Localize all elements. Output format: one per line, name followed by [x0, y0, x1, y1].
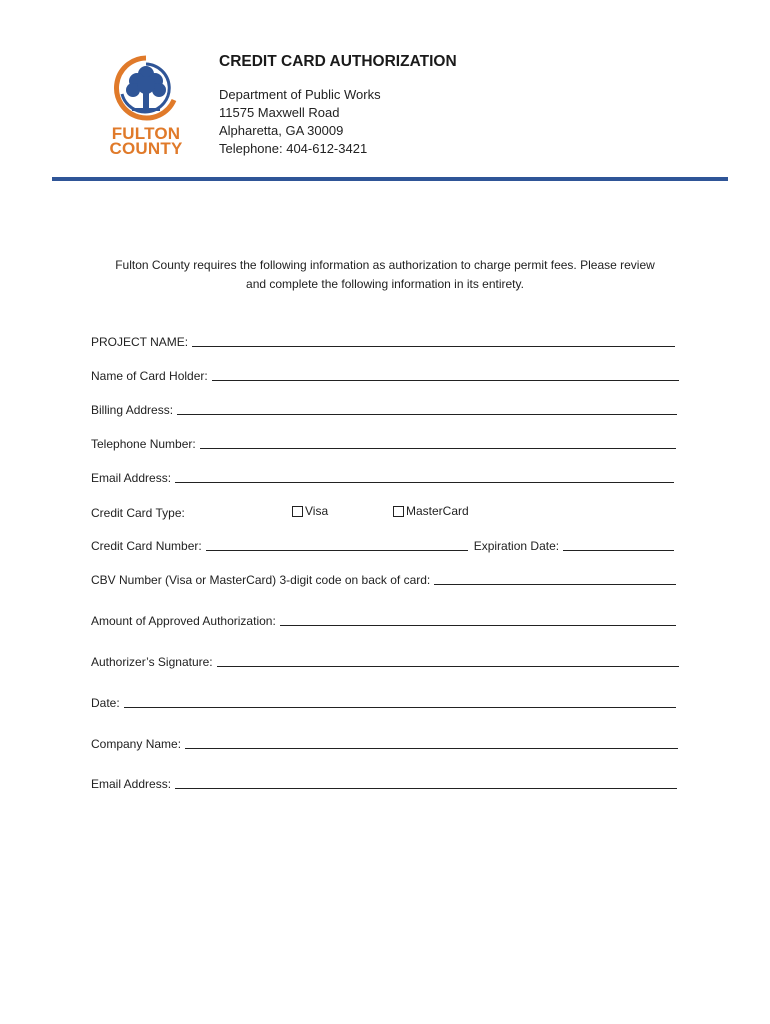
letterhead [219, 52, 457, 158]
email-label: Email Address: [91, 471, 172, 485]
date-label: Date: [91, 696, 120, 710]
logo-text-county: COUNTY [109, 139, 183, 158]
company-label: Company Name: [91, 737, 182, 751]
amount-field[interactable] [280, 613, 676, 626]
telephone-row [91, 436, 676, 451]
cbv-row [91, 572, 676, 587]
card-number-label: Credit Card Number: [91, 539, 202, 553]
instructions [60, 256, 710, 294]
email-label-2: Email Address: [91, 777, 172, 791]
mastercard-option[interactable] [393, 504, 469, 518]
page-title: CREDIT CARD AUTHORIZATION [219, 53, 457, 70]
visa-option[interactable] [292, 504, 328, 518]
project-name-row [91, 334, 675, 349]
email-row [91, 470, 674, 485]
mastercard-checkbox[interactable] [393, 506, 404, 517]
date-field[interactable] [124, 695, 676, 708]
card-number-row [91, 538, 674, 553]
billing-address-label: Billing Address: [91, 403, 174, 417]
header-divider [52, 177, 728, 181]
amount-row [91, 613, 676, 628]
card-type-label: Credit Card Type: [91, 506, 185, 520]
signature-field[interactable] [217, 654, 679, 667]
date-row [91, 695, 676, 710]
signature-row [91, 654, 679, 669]
email-field[interactable] [175, 470, 674, 483]
instructions-line-1: Fulton County requires the following information as authorization to charge permit fees. Please review [115, 258, 655, 272]
visa-label: Visa [305, 504, 329, 518]
card-number-field[interactable] [206, 538, 468, 551]
city-state-zip: Alpharetta, GA 30009 [219, 123, 344, 138]
tree-emblem-icon [108, 54, 184, 122]
instructions-line-2: and complete the following information in its entirety. [246, 277, 524, 291]
amount-label: Amount of Approved Authorization: [91, 614, 276, 628]
visa-checkbox[interactable] [292, 506, 303, 517]
project-name-label: PROJECT NAME: [91, 335, 189, 349]
address-block [219, 86, 457, 158]
company-row [91, 736, 678, 751]
telephone-field[interactable] [200, 436, 676, 449]
card-holder-label: Name of Card Holder: [91, 369, 208, 383]
fulton-county-logo [106, 54, 186, 162]
mastercard-label: MasterCard [406, 504, 469, 518]
expiration-field[interactable] [563, 538, 674, 551]
billing-address-row [91, 402, 677, 417]
email-row-2 [91, 776, 677, 791]
billing-address-field[interactable] [177, 402, 677, 415]
department-name: Department of Public Works [219, 87, 381, 102]
street-address: 11575 Maxwell Road [219, 105, 340, 120]
telephone: Telephone: 404-612-3421 [219, 141, 368, 156]
company-field[interactable] [185, 736, 678, 749]
cbv-label: CBV Number (Visa or MasterCard) 3-digit code on back of card: [91, 573, 431, 587]
cbv-field[interactable] [434, 572, 676, 585]
logo-text-fulton: FULTON [111, 124, 181, 143]
telephone-label: Telephone Number: [91, 437, 196, 451]
email-field-2[interactable] [175, 776, 677, 789]
card-holder-field[interactable] [212, 368, 679, 381]
signature-label: Authorizer’s Signature: [91, 655, 213, 669]
card-holder-row [91, 368, 679, 383]
expiration-label: Expiration Date: [473, 539, 560, 553]
card-type-row [91, 504, 681, 520]
project-name-field[interactable] [192, 334, 675, 347]
